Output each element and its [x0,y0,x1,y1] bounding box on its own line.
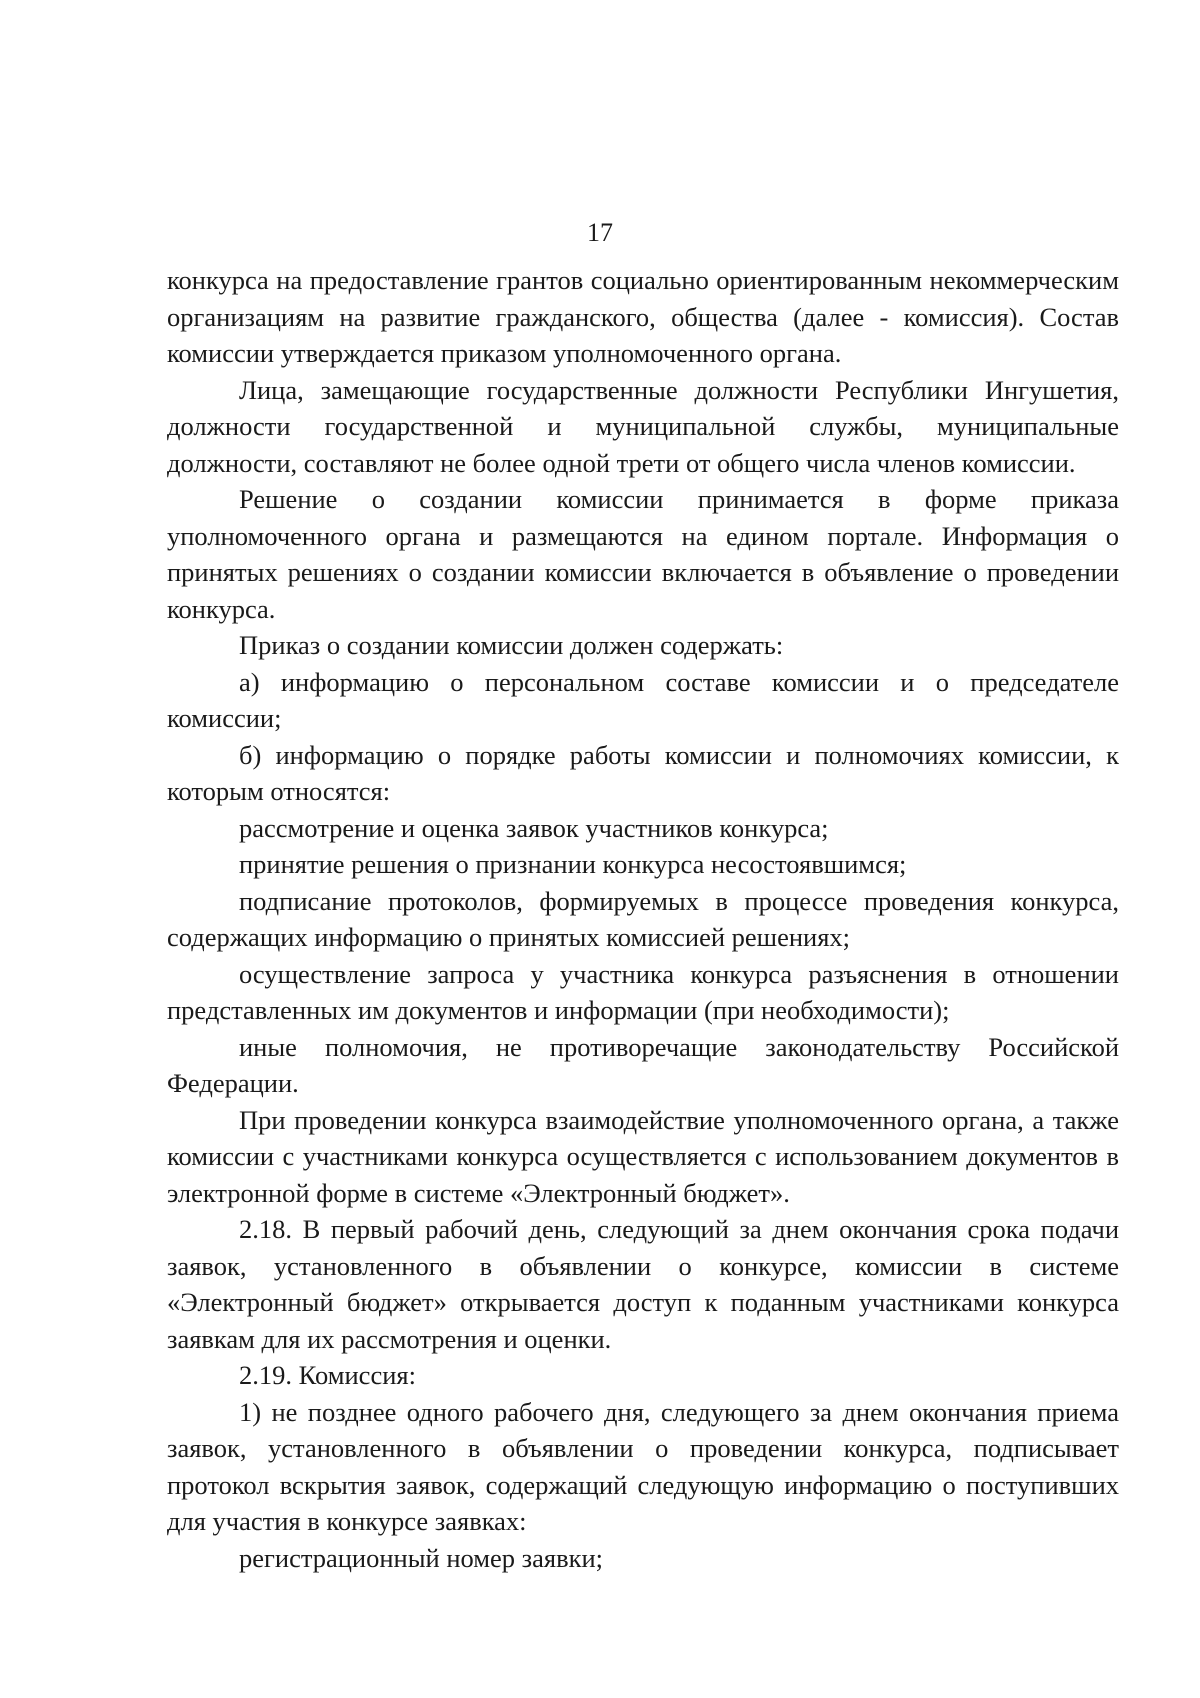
section-2-18: 2.18. В первый рабочий день, следующий за днем окончания срока подачи заявок, установленного в объявлении о конкурсе, комиссии в системе «Электронный бюджет» открывается доступ к поданным участниками конкурса заявкам для их рассмотрения и оценки. [167,1214,1119,1354]
page-number: 17 [587,218,613,247]
list-item: рассмотрение и оценка заявок участников конкурса; [239,812,829,843]
list-item: 1) не позднее одного рабочего дня, следующего за днем окончания приема заявок, установленного в объявлении о проведении конкурса, подписывает протокол вскрытия заявок, содержащий следующую информацию о поступивших для участия в конкурсе заявках: [167,1396,1119,1536]
list-item: регистрационный номер заявки; [239,1542,604,1573]
paragraph: Лица, замещающие государственные должности Республики Ингушетия, должности государственной и муниципальной службы, муниципальные должности, составляют не более одной трети от общего числа членов комиссии. [167,374,1119,478]
list-item: подписание протоколов, формируемых в процессе проведения конкурса, содержащих информацию о принятых комиссией решениях; [167,885,1119,952]
paragraph: При проведении конкурса взаимодействие уполномоченного органа, а также комиссии с участниками конкурса осуществляется с использованием документов в электронной форме в системе «Электронный бюджет». [167,1104,1119,1208]
paragraph: Приказ о создании комиссии должен содержать: [239,630,784,660]
document-body [167,262,1119,1576]
section-2-19-heading: 2.19. Комиссия: [239,1360,416,1390]
list-item: иные полномочия, не противоречащие законодательству Российской Федерации. [167,1031,1119,1098]
list-item: принятие решения о признании конкурса несостоявшимся; [239,849,907,879]
list-item: б) информацию о порядке работы комиссии и полномочиях комиссии, к которым относятся: [167,739,1119,806]
paragraph: Решение о создании комиссии принимается в форме приказа уполномоченного органа и размещаются на едином портале. Информация о принятых решениях о создании комиссии включается в объявление о проведении конкурса. [167,484,1119,624]
paragraph-continuation: конкурса на предоставление грантов социально ориентированным некоммерческим организациям на развитие гражданского, общества (далее - комиссия). Состав комиссии утверждается приказом уполномоченного органа. [167,265,1119,368]
list-item: осуществление запроса у участника конкурса разъяснения в отношении представленных им документов и информации (при необходимости); [167,958,1119,1025]
list-item: а) информацию о персональном составе комиссии и о председателе комиссии; [167,666,1119,733]
